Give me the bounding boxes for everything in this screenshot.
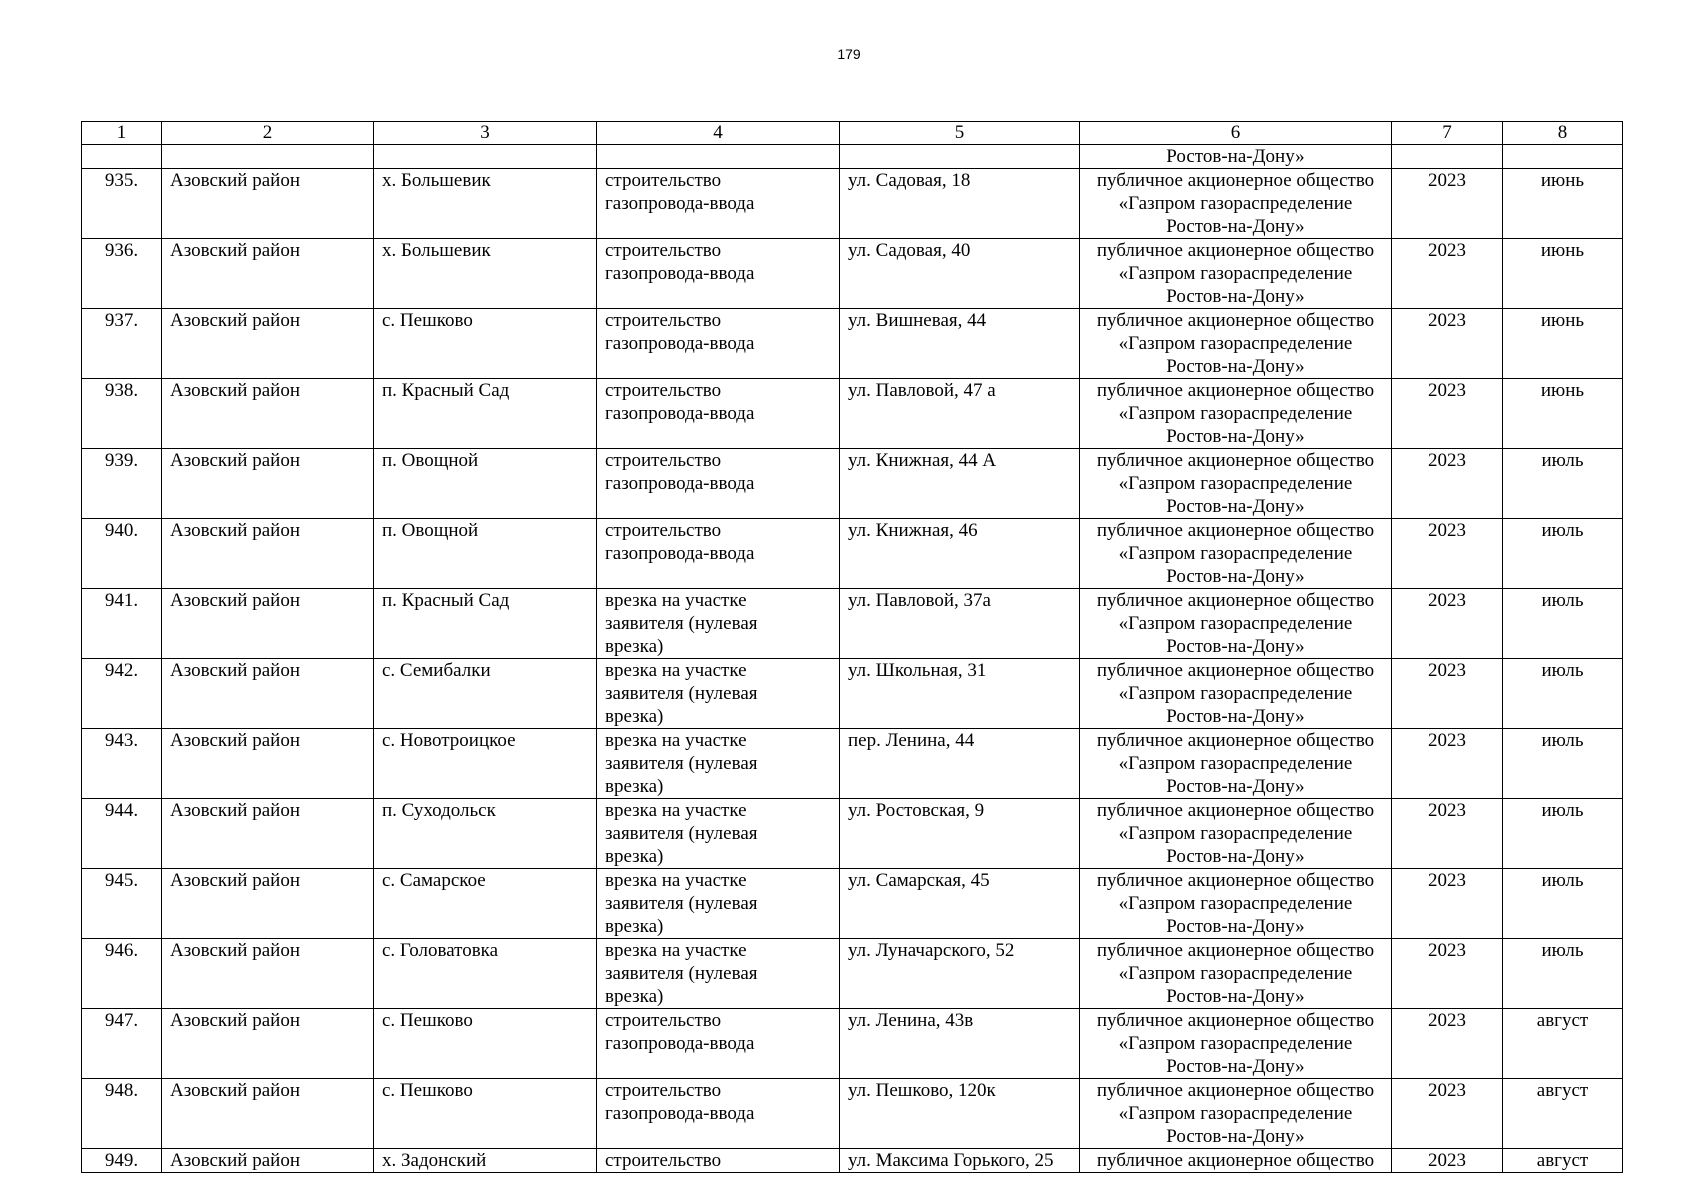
organization-cell-line: Ростов-на-Дону» [1166,846,1305,867]
work-type-cell-line: заявителя (нулевая [605,753,758,774]
work-type-cell [597,659,840,729]
table-row [82,519,1623,589]
header-cell-8: 8 [1503,122,1623,145]
header-row [82,122,1623,145]
work-type-cell-line: газопровода-ввода [605,1033,755,1054]
organization-cell-line: Ростов-на-Дону» [1166,566,1305,587]
settlement-cell: с. Самарское [374,869,597,939]
month-cell: июнь [1503,379,1623,449]
work-type-cell-line: врезка на участке [605,660,747,681]
work-type-cell-line: строительство [605,170,722,191]
work-type-cell-line: заявителя (нулевая [605,683,758,704]
month-cell: июль [1503,799,1623,869]
work-type-cell-line: газопровода-ввода [605,473,755,494]
work-type-cell [597,379,840,449]
organization-cell-line: публичное акционерное общество [1096,240,1375,261]
table-row [82,799,1623,869]
address-cell: ул. Ленина, 43в [840,1009,1080,1079]
organization-cell-line: Ростов-на-Дону» [1166,426,1305,447]
header-cell-6: 6 [1080,122,1392,145]
organization-cell-line: Ростов-на-Дону» [1166,1126,1305,1147]
year-cell: 2023 [1392,1009,1503,1079]
work-type-cell-line: врезка) [605,706,664,727]
organization-cell-line: Ростов-на-Дону» [1166,986,1305,1007]
settlement-cell: с. Пешково [374,309,597,379]
document-table [81,121,1623,1173]
settlement-cell: с. Пешково [374,1009,597,1079]
month-cell: июль [1503,449,1623,519]
district-cell: Азовский район [162,379,374,449]
work-type-cell-line: врезка на участке [605,590,747,611]
settlement-cell: с. Пешково [374,1079,597,1149]
row-number: 946. [82,939,162,1009]
organization-cell-line: Ростов-на-Дону» [1166,776,1305,797]
work-type-cell-line: строительство [605,1010,722,1031]
address-cell: ул. Садовая, 40 [840,239,1080,309]
district-cell: Азовский район [162,799,374,869]
work-type-cell [597,309,840,379]
settlement-cell: п. Овощной [374,519,597,589]
organization-cell [1080,1009,1392,1079]
settlement-cell: с. Новотроицкое [374,729,597,799]
organization-cell-line: «Газпром газораспределение [1118,333,1353,354]
work-type-cell [597,869,840,939]
table-row [82,239,1623,309]
organization-cell-line: публичное акционерное общество [1096,310,1375,331]
organization-cell [1080,169,1392,239]
work-type-cell-line: заявителя (нулевая [605,613,758,634]
year-cell: 2023 [1392,799,1503,869]
address-cell: ул. Вишневая, 44 [840,309,1080,379]
row-number: 941. [82,589,162,659]
work-type-cell [597,1149,840,1173]
organization-cell [1080,659,1392,729]
organization-cell [1080,729,1392,799]
table-row [82,1079,1623,1149]
month-cell: июль [1503,589,1623,659]
work-type-cell-line: газопровода-ввода [605,333,755,354]
work-type-cell-line: врезка на участке [605,800,747,821]
work-type-cell [597,519,840,589]
organization-cell-line: публичное акционерное общество [1096,1010,1375,1031]
organization-cell-line: «Газпром газораспределение [1118,543,1353,564]
work-type-cell-line: газопровода-ввода [605,403,755,424]
work-type-cell-line: врезка) [605,916,664,937]
organization-cell [1080,1149,1392,1173]
work-type-cell-line: газопровода-ввода [605,543,755,564]
organization-cell-line: «Газпром газораспределение [1118,613,1353,634]
work-type-cell-line: заявителя (нулевая [605,893,758,914]
district-cell: Азовский район [162,519,374,589]
work-type-cell [597,589,840,659]
table-row [82,309,1623,379]
work-type-cell-line: газопровода-ввода [605,263,755,284]
organization-cell [1080,449,1392,519]
table-row [82,1009,1623,1079]
organization-cell-line: Ростов-на-Дону» [1166,286,1305,307]
table-row [82,169,1623,239]
work-type-cell [597,1009,840,1079]
address-cell: ул. Книжная, 46 [840,519,1080,589]
table-row [82,449,1623,519]
table-row [82,939,1623,1009]
work-type-cell-line: строительство [605,1080,722,1101]
table-row [82,1149,1623,1173]
district-cell: Азовский район [162,939,374,1009]
header-cell-7: 7 [1392,122,1503,145]
organization-cell [1080,589,1392,659]
month-cell: июнь [1503,239,1623,309]
organization-cell [1080,309,1392,379]
organization-cell-line: «Газпром газораспределение [1118,963,1353,984]
organization-cell [1080,239,1392,309]
work-type-cell [597,729,840,799]
settlement-cell: п. Суходольск [374,799,597,869]
organization-cell-line: публичное акционерное общество [1096,660,1375,681]
work-type-cell-line: газопровода-ввода [605,1103,755,1124]
year-cell: 2023 [1392,1149,1503,1173]
organization-cell-line: публичное акционерное общество [1096,520,1375,541]
organization-cell [1080,379,1392,449]
work-type-cell-line: врезка) [605,986,664,1007]
settlement-cell: х. Большевик [374,239,597,309]
district-cell: Азовский район [162,1079,374,1149]
header-cell-1: 1 [82,122,162,145]
organization-cell-line: Ростов-на-Дону» [1166,216,1305,237]
organization-cell-line: «Газпром газораспределение [1118,263,1353,284]
year-cell: 2023 [1392,519,1503,589]
work-type-cell-line: строительство [605,310,722,331]
district-cell: Азовский район [162,1149,374,1173]
organization-cell-line: публичное акционерное общество [1096,1150,1375,1171]
settlement-cell: х. Большевик [374,169,597,239]
year-cell: 2023 [1392,309,1503,379]
district-cell: Азовский район [162,729,374,799]
district-cell: Азовский район [162,589,374,659]
work-type-cell-line: врезка на участке [605,730,747,751]
address-cell: ул. Ростовская, 9 [840,799,1080,869]
address-cell: ул. Школьная, 31 [840,659,1080,729]
row-number: 937. [82,309,162,379]
row-number: 942. [82,659,162,729]
row-number: 936. [82,239,162,309]
organization-cell-line: публичное акционерное общество [1096,170,1375,191]
work-type-cell [597,939,840,1009]
address-cell: пер. Ленина, 44 [840,729,1080,799]
address-cell: ул. Пешково, 120к [840,1079,1080,1149]
year-cell: 2023 [1392,659,1503,729]
work-type-cell-line: заявителя (нулевая [605,823,758,844]
month-cell: август [1503,1149,1623,1173]
organization-cell-line: публичное акционерное общество [1096,450,1375,471]
year-cell: 2023 [1392,1079,1503,1149]
row-number: 948. [82,1079,162,1149]
organization-cell-line: «Газпром газораспределение [1118,753,1353,774]
address-cell: ул. Самарская, 45 [840,869,1080,939]
work-type-cell-line: врезка на участке [605,940,747,961]
district-cell: Азовский район [162,449,374,519]
work-type-cell-line: врезка) [605,636,664,657]
row-number: 945. [82,869,162,939]
month-cell: июль [1503,869,1623,939]
organization-cell-line: публичное акционерное общество [1096,940,1375,961]
continuation-row [82,145,1623,169]
organization-cell-line: «Газпром газораспределение [1118,1103,1353,1124]
header-cell-3: 3 [374,122,597,145]
organization-cell-line: «Газпром газораспределение [1118,473,1353,494]
table-row [82,659,1623,729]
year-cell: 2023 [1392,239,1503,309]
table-row [82,379,1623,449]
address-cell: ул. Павловой, 47 а [840,379,1080,449]
address-cell: ул. Садовая, 18 [840,169,1080,239]
organization-cell [1080,939,1392,1009]
settlement-cell: п. Красный Сад [374,379,597,449]
organization-cell-line: Ростов-на-Дону» [1166,636,1305,657]
header-cell-4: 4 [597,122,840,145]
organization-cell-line: «Газпром газораспределение [1118,193,1353,214]
district-cell: Азовский район [162,659,374,729]
year-cell: 2023 [1392,589,1503,659]
organization-cell-line: публичное акционерное общество [1096,730,1375,751]
row-number: 944. [82,799,162,869]
district-cell: Азовский район [162,239,374,309]
organization-cell-line: «Газпром газораспределение [1118,823,1353,844]
month-cell: август [1503,1009,1623,1079]
work-type-cell [597,799,840,869]
month-cell: август [1503,1079,1623,1149]
work-type-cell [597,1079,840,1149]
table-row [82,869,1623,939]
settlement-cell: с. Семибалки [374,659,597,729]
work-type-cell-line: врезка на участке [605,870,747,891]
work-type-cell-line: заявителя (нулевая [605,963,758,984]
row-number: 939. [82,449,162,519]
settlement-cell: х. Задонский [374,1149,597,1173]
work-type-cell-line: строительство [605,450,722,471]
month-cell: июнь [1503,169,1623,239]
row-number: 947. [82,1009,162,1079]
district-cell: Азовский район [162,1009,374,1079]
organization-cell-line: Ростов-на-Дону» [1166,356,1305,377]
year-cell: 2023 [1392,939,1503,1009]
year-cell: 2023 [1392,729,1503,799]
organization-cell-line: Ростов-на-Дону» [1166,916,1305,937]
work-type-cell-line: врезка) [605,846,664,867]
organization-cell-line: публичное акционерное общество [1096,590,1375,611]
month-cell: июль [1503,939,1623,1009]
header-cell-5: 5 [840,122,1080,145]
organization-cell-line: публичное акционерное общество [1096,1080,1375,1101]
year-cell: 2023 [1392,169,1503,239]
row-number: 938. [82,379,162,449]
work-type-cell-line: газопровода-ввода [605,193,755,214]
settlement-cell: п. Овощной [374,449,597,519]
organization-cell-line: публичное акционерное общество [1096,800,1375,821]
district-cell: Азовский район [162,169,374,239]
organization-cell-line: «Газпром газораспределение [1118,403,1353,424]
organization-cell-line: «Газпром газораспределение [1118,683,1353,704]
table-row [82,729,1623,799]
work-type-cell-line: строительство [605,520,722,541]
address-cell: ул. Книжная, 44 А [840,449,1080,519]
work-type-cell [597,239,840,309]
organization-cell-line: Ростов-на-Дону» [1166,1056,1305,1077]
settlement-cell: п. Красный Сад [374,589,597,659]
page-number: 179 [837,46,861,62]
address-cell: ул. Павловой, 37а [840,589,1080,659]
work-type-cell-line: врезка) [605,776,664,797]
table-row [82,589,1623,659]
organization-cell-line: Ростов-на-Дону» [1166,496,1305,517]
district-cell: Азовский район [162,869,374,939]
work-type-cell-line: строительство [605,380,722,401]
year-cell: 2023 [1392,869,1503,939]
work-type-cell-line: строительство [605,240,722,261]
district-cell: Азовский район [162,309,374,379]
month-cell: июль [1503,519,1623,589]
organization-cell [1080,519,1392,589]
month-cell: июль [1503,729,1623,799]
organization-cell-line: Ростов-на-Дону» [1166,706,1305,727]
row-number: 949. [82,1149,162,1173]
settlement-cell: с. Головатовка [374,939,597,1009]
organization-cell-line: публичное акционерное общество [1096,380,1375,401]
address-cell: ул. Максима Горького, 25 [840,1149,1080,1173]
organization-cell [1080,1079,1392,1149]
organization-cell-line: «Газпром газораспределение [1118,1033,1353,1054]
year-cell: 2023 [1392,449,1503,519]
work-type-cell [597,449,840,519]
row-number: 935. [82,169,162,239]
work-type-cell-line: строительство [605,1150,722,1171]
organization-cell-line: «Газпром газораспределение [1118,893,1353,914]
organization-cell [1080,799,1392,869]
row-number: 940. [82,519,162,589]
month-cell: июнь [1503,309,1623,379]
month-cell: июль [1503,659,1623,729]
organization-cell [1080,869,1392,939]
header-cell-2: 2 [162,122,374,145]
year-cell: 2023 [1392,379,1503,449]
row-number: 943. [82,729,162,799]
organization-cell-line: публичное акционерное общество [1096,870,1375,891]
address-cell: ул. Луначарского, 52 [840,939,1080,1009]
continuation-org-cell: Ростов-на-Дону» [1080,145,1392,169]
work-type-cell [597,169,840,239]
